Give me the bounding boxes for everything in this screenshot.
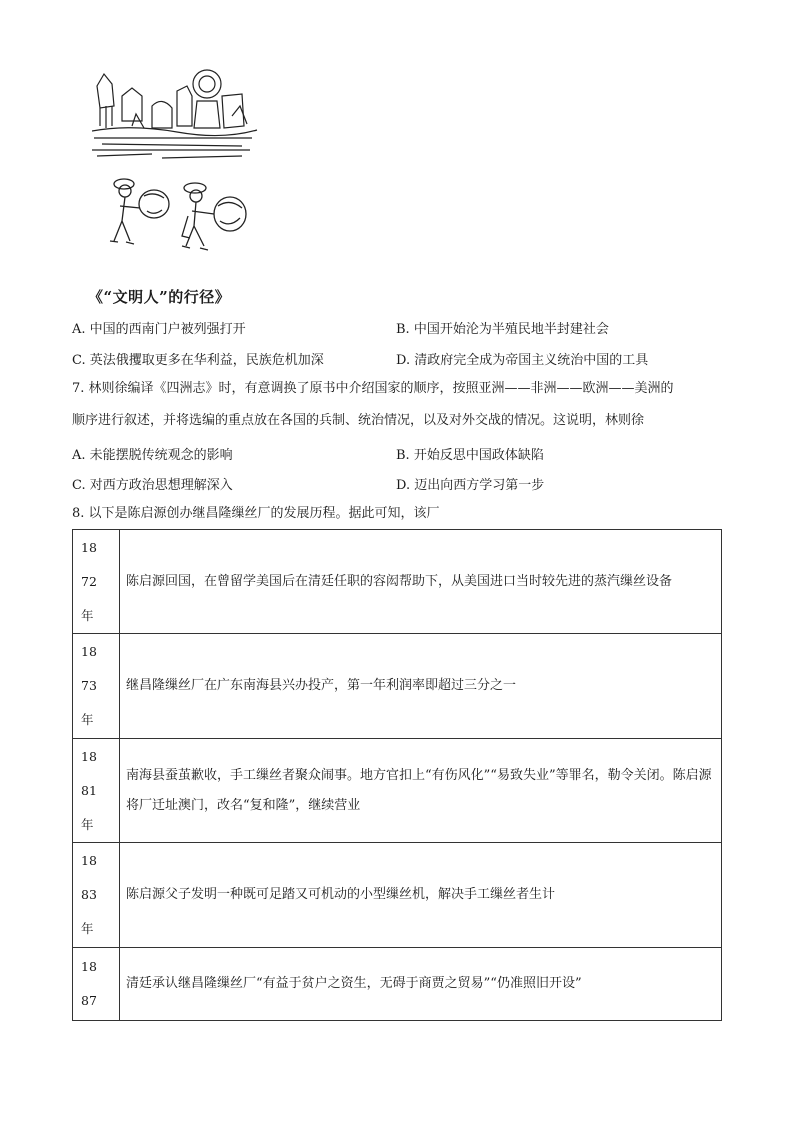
event-cell: 继昌隆缫丝厂在广东南海县兴办投产，第一年利润率即超过三分之一	[120, 634, 722, 739]
q7-option-d[interactable]: D. 迈出向西方学习第一步	[396, 478, 545, 493]
table-row	[73, 843, 722, 948]
table-row	[73, 739, 722, 843]
table-row	[73, 948, 722, 1021]
q7-stem-line-1: 7. 林则徐编译《四洲志》时，有意调换了原书中介绍国家的顺序，按照亚洲——非洲——欧洲——美洲的	[72, 381, 674, 396]
cartoon-caption: 《“文明人”的行径》	[88, 288, 231, 306]
q7-options-row-1	[72, 444, 722, 464]
q6-option-b[interactable]: B. 中国开始沦为半殖民地半封建社会	[396, 322, 609, 337]
q7-stem-line-2: 顺序进行叙述，并将选编的重点放在各国的兵制、统治情况，以及对外交战的情况。这说明，林则徐	[72, 413, 645, 428]
q7-option-b[interactable]: B. 开始反思中国政体缺陷	[396, 448, 544, 463]
q6-option-d[interactable]: D. 清政府完全成为帝国主义统治中国的工具	[396, 353, 649, 368]
q6-options-row-1	[72, 318, 722, 338]
cartoon-illustration	[92, 66, 262, 276]
ruins-drawing	[92, 70, 257, 158]
q6-options-row-2	[72, 349, 722, 369]
q7-option-a[interactable]: A. 未能摆脱传统观念的影响	[72, 448, 233, 463]
q6-option-a[interactable]: A. 中国的西南门户被列强打开	[72, 322, 246, 337]
year-cell: 1881年	[73, 739, 120, 843]
timeline-table	[72, 529, 722, 1021]
figures-drawing	[110, 179, 246, 250]
event-cell: 清廷承认继昌隆缫丝厂“有益于贫户之资生，无碍于商贾之贸易”“仍准照旧开设”	[120, 948, 722, 1021]
year-cell: 1883年	[73, 843, 120, 948]
year-cell: 1873年	[73, 634, 120, 739]
event-cell: 南海县蚕茧歉收，手工缫丝者聚众闹事。地方官扣上“有伤风化”“易致失业”等罪名，勒令关闭。陈启源将厂迁址澳门，改名“复和隆”，继续营业	[120, 739, 722, 843]
year-cell: 1872年	[73, 530, 120, 634]
table-row	[73, 530, 722, 634]
q7-option-c[interactable]: C. 对西方政治思想理解深入	[72, 478, 233, 493]
event-cell: 陈启源父子发明一种既可足踏又可机动的小型缫丝机，解决手工缫丝者生计	[120, 843, 722, 948]
table-row	[73, 634, 722, 739]
q7-options-row-2	[72, 474, 722, 494]
event-cell: 陈启源回国，在曾留学美国后在清廷任职的容闳帮助下，从美国进口当时较先进的蒸汽缫丝设备	[120, 530, 722, 634]
q8-stem: 8. 以下是陈启源创办继昌隆缫丝厂的发展历程。据此可知，该厂	[72, 506, 440, 521]
year-cell: 1887	[73, 948, 120, 1021]
q6-option-c[interactable]: C. 英法俄攫取更多在华利益，民族危机加深	[72, 353, 324, 368]
